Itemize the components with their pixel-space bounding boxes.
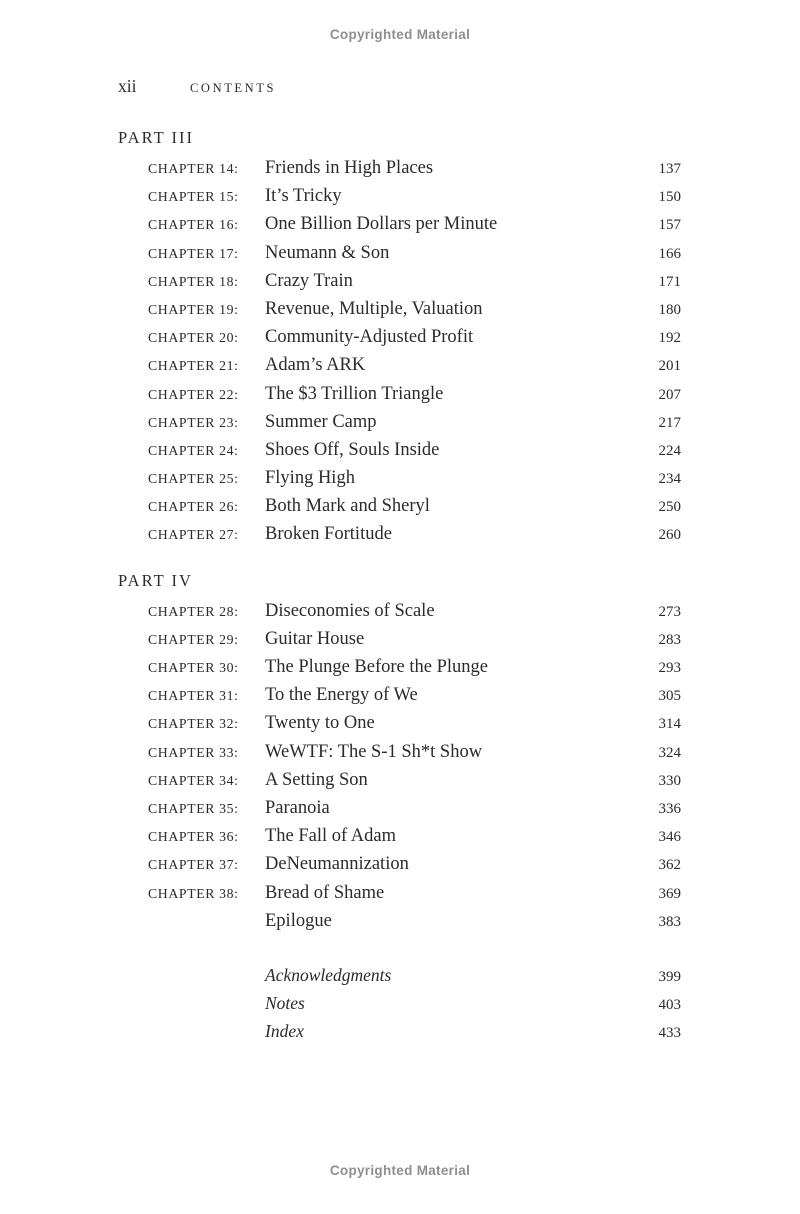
chapter-label: CHAPTER 37:: [148, 857, 239, 873]
part-iii-heading: PART III: [118, 128, 194, 147]
chapter-title: Broken Fortitude: [265, 524, 392, 545]
toc-row: [148, 879, 681, 907]
toc-row: [148, 989, 681, 1017]
chapter-label: CHAPTER 17:: [148, 245, 239, 261]
toc-row: [148, 625, 681, 653]
chapter-label: CHAPTER 33:: [148, 744, 239, 760]
backmatter-list: [148, 961, 681, 1046]
chapter-title: Revenue, Multiple, Valuation: [265, 298, 483, 319]
toc-row: [148, 464, 681, 492]
page-number: 234: [658, 471, 681, 488]
page-number: 403: [658, 997, 681, 1014]
page-number: 166: [658, 245, 681, 262]
chapter-title: Epilogue: [265, 910, 332, 931]
toc-row: [148, 351, 681, 379]
toc-content: [118, 76, 681, 1045]
page-number: 150: [658, 189, 681, 206]
chapter-title: Neumann & Son: [265, 242, 390, 263]
page-number: 324: [658, 744, 681, 761]
chapter-title: To the Energy of We: [265, 685, 418, 706]
part-iv-chapter-list: [148, 597, 681, 935]
page-number: 192: [658, 330, 681, 347]
page-number: 314: [658, 716, 681, 733]
chapter-title: Flying High: [265, 468, 355, 489]
toc-row: [148, 850, 681, 878]
page-number: 260: [658, 527, 681, 544]
toc-row: [148, 738, 681, 766]
chapter-label: CHAPTER 36:: [148, 829, 239, 845]
chapter-label: CHAPTER 38:: [148, 885, 239, 901]
toc-row: [148, 380, 681, 408]
page-number: 362: [658, 857, 681, 874]
page-number: 250: [658, 499, 681, 516]
chapter-label: CHAPTER 21:: [148, 358, 239, 374]
chapter-title: Guitar House: [265, 628, 365, 649]
page-number: 305: [658, 688, 681, 705]
part-iv-heading: PART IV: [118, 570, 193, 590]
toc-row: [148, 653, 681, 681]
chapter-title: Community-Adjusted Profit: [265, 327, 474, 348]
toc-row: [148, 295, 681, 323]
toc-row: [148, 907, 681, 935]
toc-row: [148, 794, 681, 822]
running-head: CONTENTS: [190, 81, 277, 95]
toc-row: [148, 709, 681, 737]
copyright-watermark-bottom: Copyrighted Material: [329, 1163, 471, 1178]
page-number: 346: [658, 829, 681, 846]
chapter-label: CHAPTER 28:: [148, 603, 239, 619]
chapter-title: Crazy Train: [265, 270, 353, 291]
page-number: 137: [658, 161, 681, 177]
page-number: 273: [658, 603, 681, 620]
chapter-title: A Setting Son: [265, 769, 368, 790]
toc-row: [148, 436, 681, 464]
toc-row: [148, 239, 681, 267]
chapter-label: CHAPTER 23:: [148, 414, 239, 430]
page-number: 369: [658, 885, 681, 902]
toc-row: [148, 267, 681, 295]
chapter-label: CHAPTER 24:: [148, 442, 239, 458]
toc-row: [148, 822, 681, 850]
page-number: 399: [658, 968, 681, 985]
chapter-title: Twenty to One: [265, 713, 375, 734]
chapter-label: CHAPTER 34:: [148, 772, 239, 788]
toc-row: [148, 323, 681, 351]
chapter-title: Shoes Off, Souls Inside: [265, 439, 440, 460]
chapter-title: One Billion Dollars per Minute: [265, 214, 498, 235]
chapter-label: CHAPTER 27:: [148, 527, 239, 543]
page-number: 283: [658, 631, 681, 648]
page-number: 180: [658, 301, 681, 318]
chapter-label: CHAPTER 19:: [148, 301, 239, 317]
chapter-title: Bread of Shame: [265, 882, 385, 903]
page-number: 336: [658, 800, 681, 817]
page-number: 330: [658, 772, 681, 789]
chapter-title: It’s Tricky: [265, 186, 342, 207]
toc-row: [148, 154, 681, 182]
folio-page-number: xii: [118, 76, 137, 96]
chapter-label: CHAPTER 35:: [148, 800, 239, 816]
chapter-title: Both Mark and Sheryl: [265, 496, 430, 517]
chapter-title: The Plunge Before the Plunge: [265, 657, 488, 677]
chapter-title: Friends in High Places: [265, 158, 434, 178]
page-number: 201: [658, 358, 681, 375]
page-number: 217: [658, 414, 681, 431]
chapter-label: CHAPTER 30:: [148, 660, 239, 675]
page-number: 207: [658, 386, 681, 403]
chapter-title: Diseconomies of Scale: [265, 600, 435, 621]
toc-row: [148, 1017, 681, 1045]
chapter-label: CHAPTER 29:: [148, 631, 239, 647]
chapter-title: The $3 Trillion Triangle: [265, 383, 444, 404]
chapter-title: Paranoia: [265, 797, 330, 818]
toc-row: [148, 408, 681, 436]
chapter-title: Acknowledgments: [265, 964, 392, 985]
copyright-watermark-top: Copyrighted Material: [329, 27, 471, 42]
chapter-label: CHAPTER 16:: [148, 217, 239, 233]
page-header: [118, 76, 681, 98]
page-number: 224: [658, 442, 681, 459]
chapter-title: The Fall of Adam: [265, 826, 397, 847]
chapter-label: CHAPTER 15:: [148, 189, 239, 205]
toc-row: [148, 492, 681, 520]
chapter-label: CHAPTER 20:: [148, 330, 239, 346]
chapter-label: CHAPTER 14:: [148, 161, 239, 176]
chapter-label: CHAPTER 22:: [148, 386, 239, 402]
part-iii-chapter-list: [148, 154, 681, 549]
page-number: 383: [658, 913, 681, 930]
page-number: 293: [658, 660, 681, 676]
toc-row: [148, 766, 681, 794]
chapter-title: Adam’s ARK: [265, 355, 366, 376]
chapter-label: CHAPTER 25:: [148, 471, 239, 487]
chapter-label: CHAPTER 31:: [148, 688, 239, 704]
chapter-title: WeWTF: The S-1 Sh*t Show: [265, 741, 483, 762]
toc-row: [148, 597, 681, 625]
page-number: 433: [658, 1025, 681, 1042]
page-number: 171: [658, 273, 681, 290]
chapter-label: CHAPTER 32:: [148, 716, 239, 732]
chapter-title: DeNeumannization: [265, 854, 409, 875]
toc-row: [148, 182, 681, 210]
chapter-label: CHAPTER 26:: [148, 499, 239, 515]
toc-row: [148, 520, 681, 548]
chapter-title: Notes: [265, 993, 305, 1014]
toc-row: [148, 681, 681, 709]
page-number: 157: [658, 217, 681, 234]
chapter-title: Summer Camp: [265, 411, 377, 432]
chapter-title: Index: [265, 1021, 304, 1042]
toc-row: [148, 210, 681, 238]
chapter-label: CHAPTER 18:: [148, 273, 239, 289]
toc-row: [148, 961, 681, 989]
